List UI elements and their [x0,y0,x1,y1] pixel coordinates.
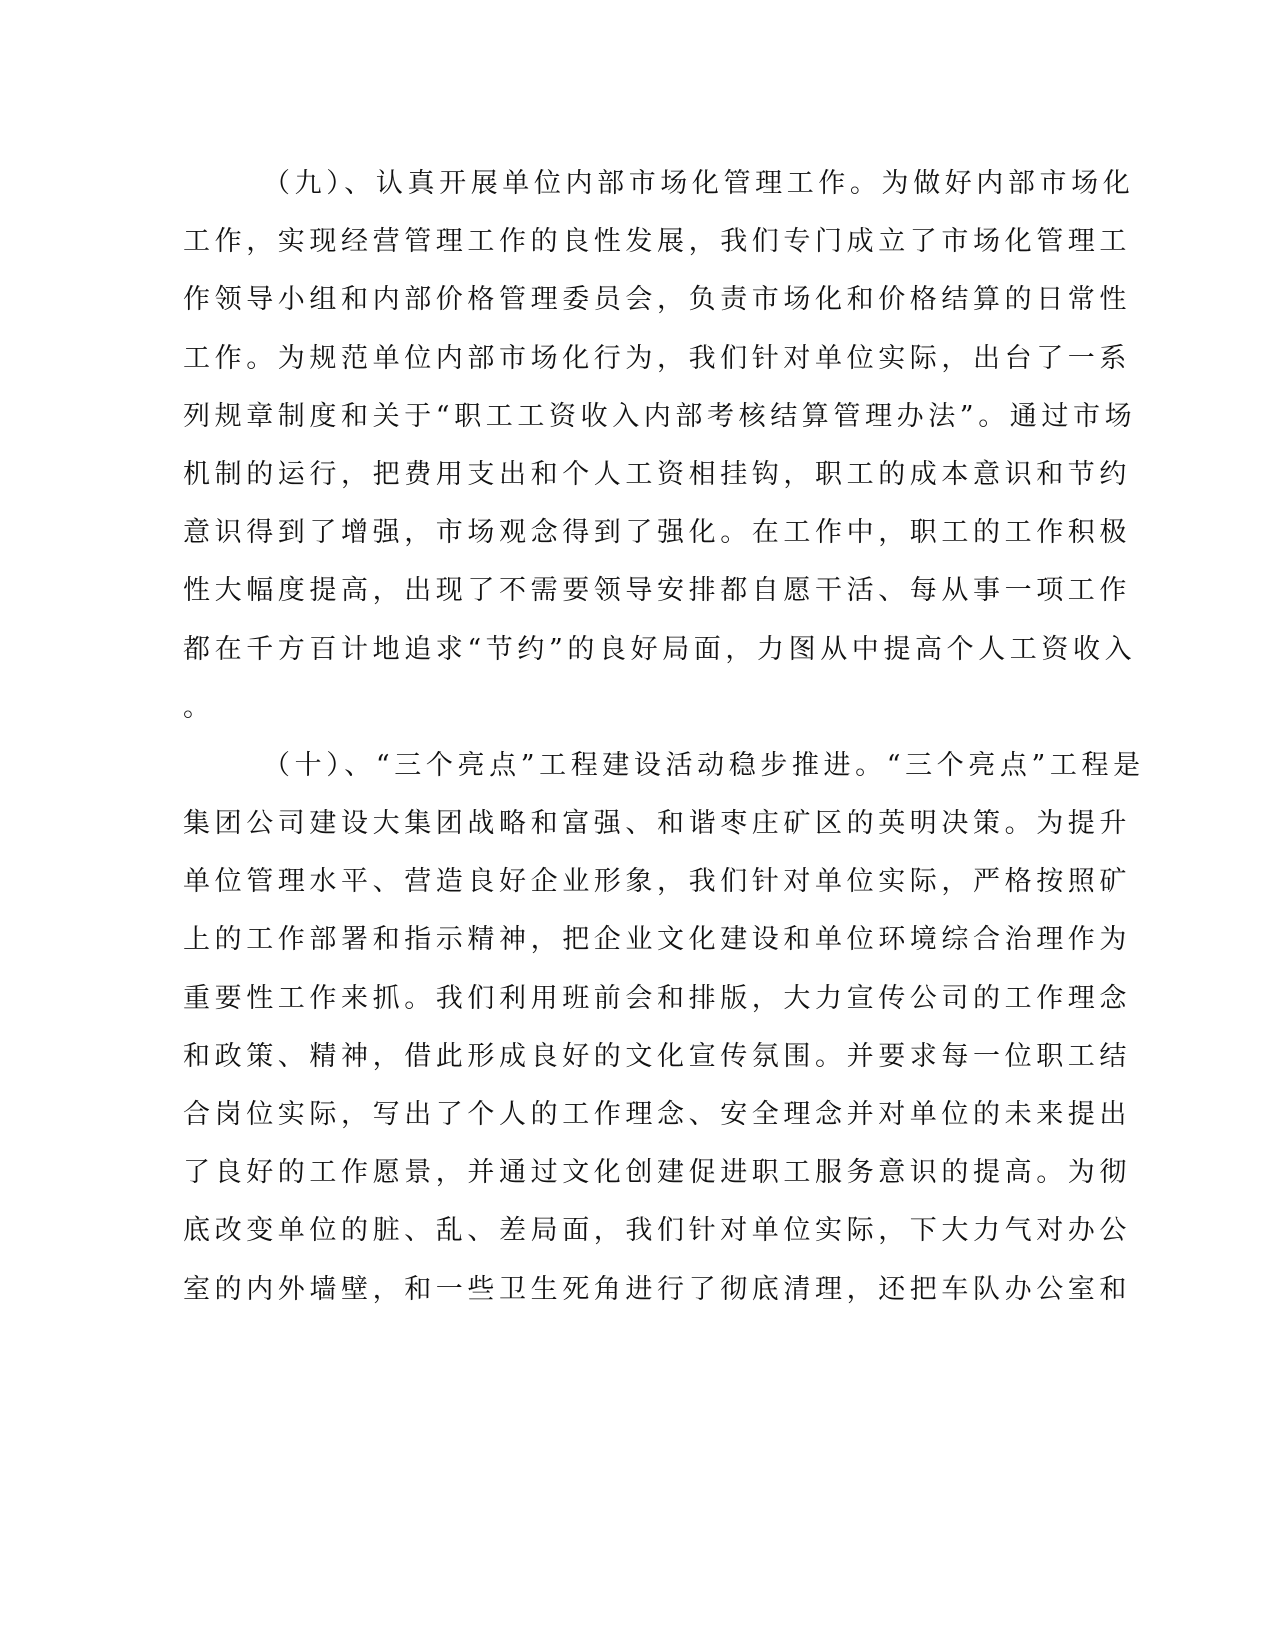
text-line: 列规章制度和关于“职工工资收入内部考核结算管理办法”。通过市场 [183,400,1137,432]
text-line: 性大幅度提高，出现了不需要领导安排都自愿干活、每从事一项工作 [183,575,1131,607]
text-line: 了良好的工作愿景，并通过文化创建促进职工服务意识的提高。为彻 [183,1157,1131,1189]
text-line: 作领导小组和内部价格管理委员会，负责市场化和价格结算的日常性 [183,284,1131,316]
text-line: 都在千方百计地追求“节约”的良好局面，力图从中提高个人工资收入 [183,633,1137,665]
text-line: 底改变单位的脏、乱、差局面，我们针对单位实际，下大力气对办公 [183,1215,1131,1247]
text-line: 工作，实现经营管理工作的良性发展，我们专门成立了市场化管理工 [183,226,1131,258]
paragraph-section-10 [183,737,1145,1319]
text-line: （十）、“三个亮点”工程建设活动稳步推进。“三个亮点”工程是 [263,749,1145,781]
text-line: 。 [183,691,215,723]
text-line: 重要性工作来抓。我们利用班前会和排版，大力宣传公司的工作理念 [183,982,1131,1014]
text-line: 室的内外墙壁，和一些卫生死角进行了彻底清理，还把车队办公室和 [183,1273,1131,1305]
text-line: （九）、认真开展单位内部市场化管理工作。为做好内部市场化 [263,168,1135,199]
paragraph-section-9 [183,155,1137,737]
text-line: 和政策、精神，借此形成良好的文化宣传氛围。并要求每一位职工结 [183,1040,1131,1072]
text-line: 集团公司建设大集团战略和富强、和谐枣庄矿区的英明决策。为提升 [183,808,1131,840]
text-line: 工作。为规范单位内部市场化行为，我们针对单位实际，出台了一系 [183,342,1131,374]
text-line: 单位管理水平、营造良好企业形象，我们针对单位实际，严格按照矿 [183,866,1131,898]
text-line: 机制的运行，把费用支出和个人工资相挂钩，职工的成本意识和节约 [183,458,1131,490]
text-line: 合岗位实际，写出了个人的工作理念、安全理念并对单位的未来提出 [183,1099,1131,1130]
text-line: 上的工作部署和指示精神，把企业文化建设和单位环境综合治理作为 [183,924,1131,956]
document-body [183,155,1145,1319]
text-line: 意识得到了增强，市场观念得到了强化。在工作中，职工的工作积极 [183,517,1131,549]
